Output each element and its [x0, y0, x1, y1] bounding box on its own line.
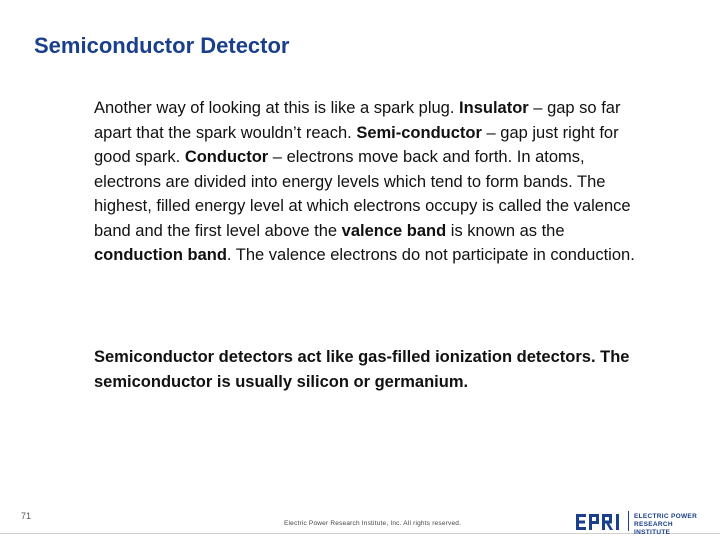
text-segment: is known as the	[446, 221, 565, 240]
footer-divider	[0, 533, 720, 534]
text-segment: – gap just right for good spark.	[94, 123, 619, 166]
text-segment: . The valence electrons do not participate in conduction.	[226, 246, 635, 264]
term-conduction-band: conduction band	[94, 246, 227, 264]
logo-line-1: ELECTRIC POWER	[634, 513, 698, 520]
text-segment: Another way of looking at this is like a spark plug.	[94, 99, 460, 117]
term-semiconductor: Semi-conductor	[356, 123, 482, 142]
text-segment: – gap so far apart that the spark wouldn’t reach.	[94, 99, 621, 142]
logo-separator	[628, 511, 629, 531]
term-conductor: Conductor	[184, 148, 269, 166]
epri-logo	[576, 510, 706, 536]
slide-title: Semiconductor Detector	[34, 33, 290, 58]
logo-line-2: RESEARCH INSTITUTE	[634, 521, 673, 536]
epri-logo-mark	[576, 512, 626, 532]
logo-text	[634, 513, 706, 537]
slide-number: 71	[21, 511, 32, 521]
body-paragraph-2: Semiconductor detectors act like gas-filled ionization detectors. The semiconductor is usually silicon or germanium.	[94, 348, 630, 391]
term-insulator: Insulator	[459, 99, 529, 117]
term-valence-band: valence band	[341, 221, 447, 240]
text-segment: – electrons move back and forth. In atoms, electrons are divided into energy levels which tend to form bands. The highest, filled energy level at which electrons occupy is called the valence band and the first level above the	[94, 148, 631, 240]
footer-copyright: Electric Power Research Institute, Inc. All rights reserved.	[284, 520, 462, 527]
body-paragraph-1	[94, 96, 649, 268]
